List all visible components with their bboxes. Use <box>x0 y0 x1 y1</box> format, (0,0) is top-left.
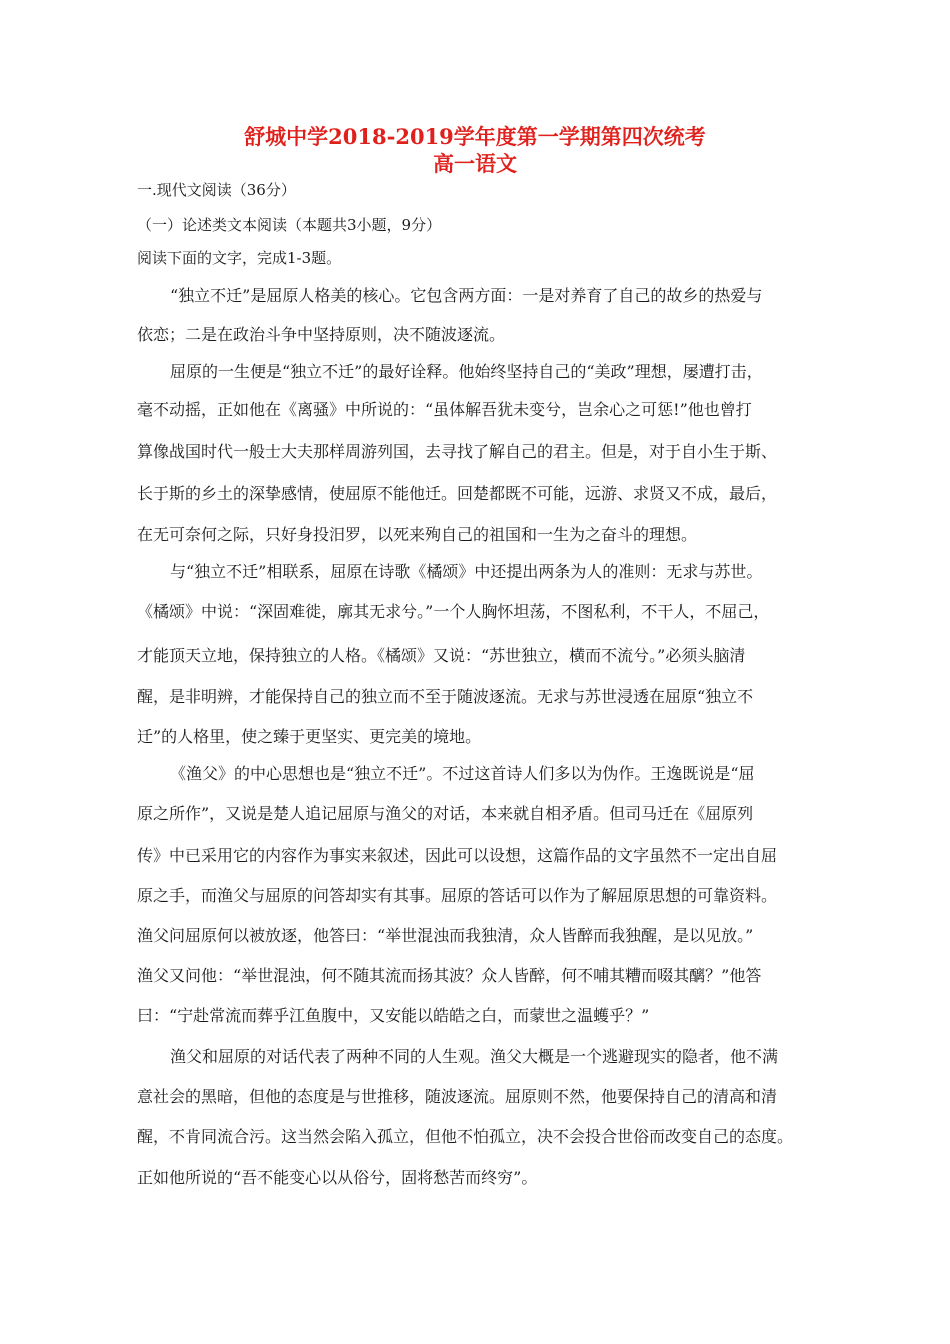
passage-line: 醒，是非明辨，才能保持自己的独立而不至于随波逐流。无求与苏世浸透在屈原“独立不 <box>137 687 754 706</box>
passage-line: 在无可奈何之际，只好身投汨罗，以死来殉自己的祖国和一生为之奋斗的理想。 <box>137 525 698 544</box>
section-heading: 一.现代文阅读（36分） <box>137 181 296 199</box>
passage-line: 才能顶天立地，保持独立的人格。《橘颂》又说：“苏世独立，横而不流兮。”必须头脑清 <box>137 646 746 665</box>
passage-line: 原之所作”，又说是楚人追记屈原与渔父的对话，本来就自相矛盾。但司马迁在《屈原列 <box>137 804 754 823</box>
reading-instruction: 阅读下面的文字，完成1-3题。 <box>137 249 342 267</box>
passage-line: 《渔父》的中心思想也是“独立不迁”。不过这首诗人们多以为伪作。王逸既说是“屈 <box>170 764 755 783</box>
exam-subject: 高一语文 <box>433 151 517 176</box>
passage-line: 曰：“宁赴常流而葬乎江鱼腹中，又安能以皓皓之白，而蒙世之温蠖乎？” <box>137 1006 650 1025</box>
passage-line: 原之手，而渔父与屈原的问答却实有其事。屈原的答话可以作为了解屈原思想的可靠资料。 <box>137 886 778 905</box>
passage-line: 渔父又问他：“举世混浊，何不随其流而扬其波？众人皆醉，何不哺其糟而啜其醨？”他答 <box>137 966 762 985</box>
passage-line: 屈原的一生便是“独立不迁”的最好诠释。他始终坚持自己的“美政”理想，屡遭打击， <box>170 362 763 381</box>
passage-line: “独立不迁”是屈原人格美的核心。它包含两方面：一是对养育了自己的故乡的热爱与 <box>170 286 763 305</box>
passage-line: 渔父问屈原何以被放逐，他答曰：“举世混浊而我独清，众人皆醉而我独醒，是以见放。” <box>137 926 754 945</box>
passage-line: 与“独立不迁”相联系，屈原在诗歌《橘颂》中还提出两条为人的准则：无求与苏世。 <box>170 562 763 581</box>
passage-line: 依恋；二是在政治斗争中坚持原则，决不随波逐流。 <box>137 325 506 344</box>
passage-line: 毫不动摇，正如他在《离骚》中所说的：“虽体解吾犹未变兮，岂余心之可惩!”他也曾打 <box>137 400 752 419</box>
exam-title: 舒城中学2018-2019学年度第一学期第四次统考 <box>244 124 706 149</box>
passage-line: 渔父和屈原的对话代表了两种不同的人生观。渔父大概是一个逃避现实的隐者，他不满 <box>170 1047 779 1066</box>
subsection-heading: （一）论述类文本阅读（本题共3小题，9分） <box>137 216 442 234</box>
passage-line: 正如他所说的“吾不能变心以从俗兮，固将愁苦而终穷”。 <box>137 1168 538 1187</box>
passage-line: 迁”的人格里，使之臻于更坚实、更完美的境地。 <box>137 727 482 746</box>
passage-line: 长于斯的乡土的深挚感情，使屈原不能他迁。回楚都既不可能，远游、求贤又不成，最后， <box>137 484 778 503</box>
passage-line: 算像战国时代一般士大夫那样周游列国，去寻找了解自己的君主。但是，对于自小生于斯、 <box>137 442 778 461</box>
passage-line: 传》中已采用它的内容作为事实来叙述，因此可以设想，这篇作品的文字虽然不一定出自屈 <box>137 846 778 865</box>
passage-line: 意社会的黑暗，但他的态度是与世推移，随波逐流。屈原则不然，他要保持自己的清高和清 <box>137 1087 778 1106</box>
passage-line: 《橘颂》中说：“深固难徙，廓其无求兮。”一个人胸怀坦荡，不图私利，不干人，不屈己， <box>137 602 770 621</box>
passage-line: 醒，不肯同流合污。这当然会陷入孤立，但他不怕孤立，决不会投合世俗而改变自己的态度。 <box>137 1127 794 1146</box>
